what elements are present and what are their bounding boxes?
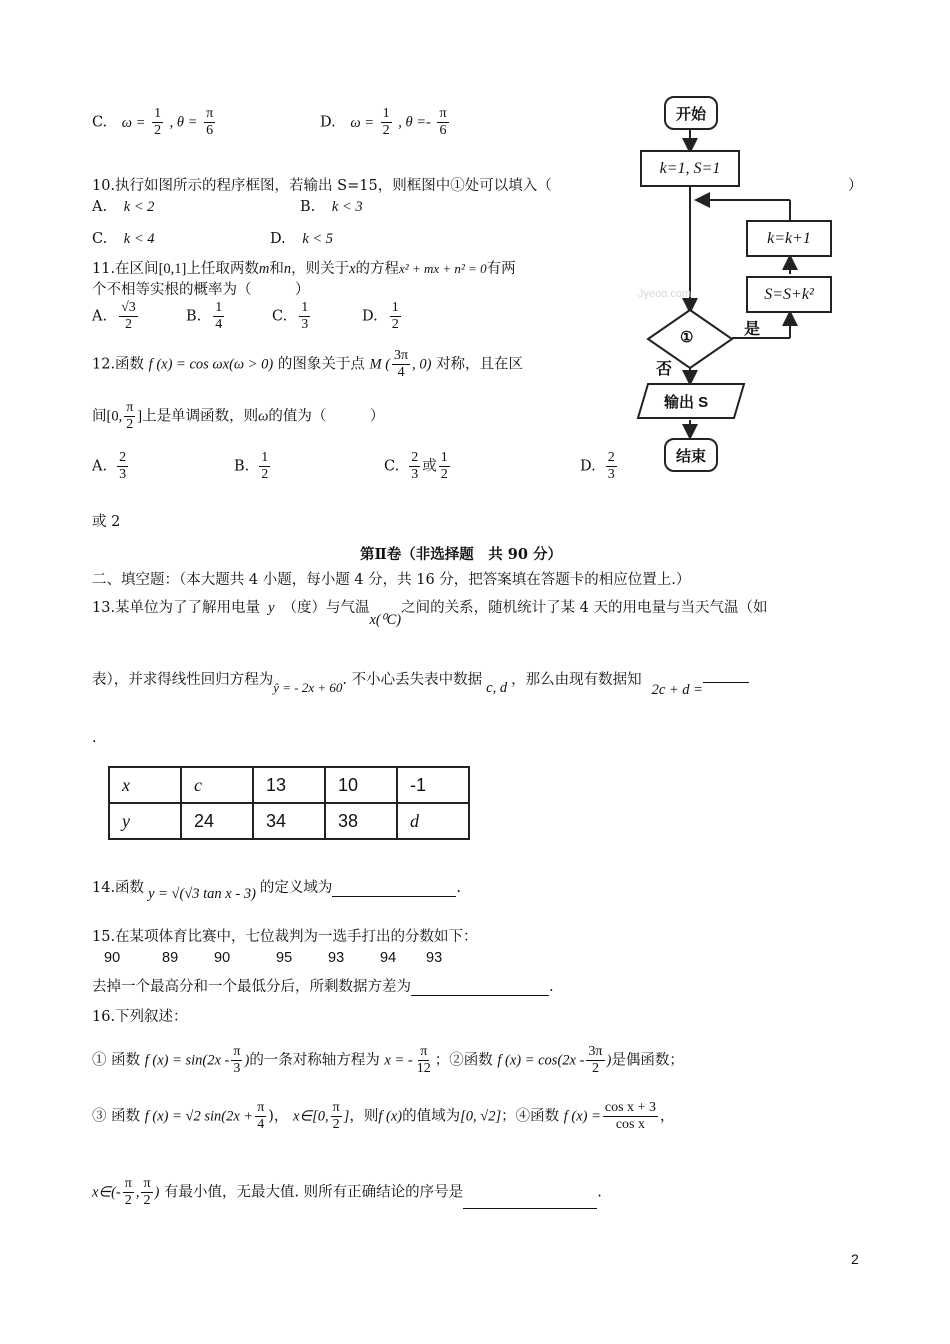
table-cell: 13: [253, 767, 325, 803]
q13-answer-blank[interactable]: [703, 682, 749, 683]
flowchart-no-label: 否: [656, 361, 673, 378]
q10-option-c: C. k < 4: [92, 231, 155, 247]
q15-line1: 15.在某项体育比赛中，七位裁判为一选手打出的分数如下：: [92, 929, 478, 945]
q11-option-b: B. $\frac{1}{4}$: [186, 300, 223, 332]
q12-option-a: A. $\frac{2}{3}$: [92, 450, 127, 482]
flowchart-output: 输出 S: [664, 394, 709, 411]
flowchart-init: k=1, S=1: [640, 150, 740, 187]
q12-option-b: B. $\frac{1}{2}$: [234, 450, 269, 482]
flowchart-increment: k=k+1: [746, 220, 832, 257]
q14-stem: 14.函数 y = √(√3 tan x - 3) 的定义域为 .: [92, 880, 462, 902]
page-number: 2: [851, 1251, 859, 1267]
flowchart-end: 结束: [664, 438, 718, 472]
table-cell: x: [109, 767, 181, 803]
q10-stem: 10.执行如图所示的程序框图，若输出 S=15，则框图中①处可以填入（: [92, 178, 552, 194]
table-cell: 34: [253, 803, 325, 839]
q10-option-b: B. k < 3: [300, 199, 363, 215]
q9-option-d: D. ω = $\frac{1}{2}$ , θ =- $\frac{\pi}{6}$: [320, 106, 447, 138]
q16-statement-3-4: ③ 函数 f (x) = √2 sin(2x + $\frac{\pi}{4}$ )， x∈[0, $\frac{\pi}{2}$ ]，则f (x)的值域为[0, √2]；④函数 f (x) = $\frac{\text{cos x + 3}}{\text{cos x}}$ ，: [92, 1100, 675, 1132]
q15-line3: 去掉一个最高分和一个最低分后，所剩数据方差为 .: [92, 979, 554, 995]
flowchart-condition: ①: [680, 329, 694, 346]
table-cell: -1: [397, 767, 469, 803]
flowchart-sum: S=S+k²: [746, 276, 832, 313]
q10-option-d: D. k < 5: [270, 231, 334, 247]
table-cell: 10: [325, 767, 397, 803]
q9-option-c: C. ω = $\frac{1}{2}$ , θ = $\frac{\pi}{6}$: [92, 106, 214, 138]
part2-title: 第Ⅱ卷（非选择题 共 90 分）: [360, 546, 562, 563]
score-item: 90: [214, 950, 231, 966]
q11-stem-line2: 个不相等实根的概率为（ ）: [92, 282, 310, 298]
table-cell: c: [181, 767, 253, 803]
q14-answer-blank[interactable]: [332, 896, 456, 897]
watermark: Jyeoo.com: [638, 288, 692, 300]
q15-scores: [104, 950, 466, 966]
score-item: 95: [276, 950, 293, 966]
q13-data-table: [108, 766, 470, 840]
q13-line1: 13.某单位为了了解用电量 y （度）与气温x(⁰C)之间的关系，随机统计了某 4 天的用电量与当天气温（如: [92, 600, 768, 628]
q13-line2: 表），并求得线性回归方程为ŷ = - 2x + 60. 不小心丢失表中数据 c, d ，那么由现有数据知2c + d =: [92, 668, 749, 689]
q16-answer-blank[interactable]: [463, 1208, 597, 1209]
score-item: 90: [104, 950, 121, 966]
q12-stem: 12.函数 f (x) = cos ωx(ω > 0) 的图象关于点 M ( $\frac{3\pi}{4}$ , 0) 对称，且在区: [92, 348, 524, 380]
q16-statement-1-2: ① 函数 f (x) = sin(2x - $\frac{\pi}{3}$ )的一条对称轴方程为 x = - $\frac{\pi}{12}$ ；②函数 f (x) = cos(2x - $\frac{3\pi}{2}$ )是偶函数；: [92, 1044, 684, 1076]
q16-line1: 16.下列叙述：: [92, 1009, 188, 1025]
score-item: 93: [328, 950, 345, 966]
score-item: 93: [426, 950, 443, 966]
table-cell: d: [397, 803, 469, 839]
q11-option-c: C. $\frac{1}{3}$: [272, 300, 309, 332]
q15-answer-blank[interactable]: [411, 995, 549, 996]
table-row: [109, 803, 469, 839]
flowchart-yes-label: 是: [744, 321, 761, 338]
q13-dot: .: [92, 730, 97, 746]
fill-in-header: 二、填空题：（本大题共 4 小题，每小题 4 分，共 16 分，把答案填在答题卡的相应位置上.）: [92, 572, 691, 588]
score-item: 89: [162, 950, 179, 966]
q11-option-d: D. $\frac{1}{2}$: [362, 300, 399, 332]
q11-option-a: A. $\frac{√3}{2}$: [92, 300, 136, 332]
flowchart-connectors: [0, 0, 950, 520]
q12-option-d-tail: 或 2: [92, 514, 121, 530]
q11-stem: 11.在区间[0,1]上任取两数m和n，则关于x的方程x² + mx + n² = 0有两: [92, 261, 516, 277]
score-item: 94: [380, 950, 397, 966]
q16-statement-4-domain: x∈(- $\frac{\pi}{2}$ , $\frac{\pi}{2}$ ) 有最小值，无最大值. 则所有正确结论的序号是 .: [92, 1176, 602, 1208]
table-cell: 24: [181, 803, 253, 839]
flowchart-start: 开始: [664, 96, 718, 130]
table-cell: y: [109, 803, 181, 839]
q10-close-paren: ）: [848, 178, 863, 194]
q12-option-d: D. $\frac{2}{3}$: [580, 450, 615, 482]
table-cell: 38: [325, 803, 397, 839]
table-row: [109, 767, 469, 803]
q12-option-c: C. $\frac{2}{3}$ 或 $\frac{1}{2}$: [384, 450, 448, 482]
q12-stem-line2: 间[0, $\frac{\pi}{2}$ ]上是单调函数，则ω的值为（ ）: [92, 400, 385, 432]
q10-option-a: A. k < 2: [92, 199, 155, 215]
